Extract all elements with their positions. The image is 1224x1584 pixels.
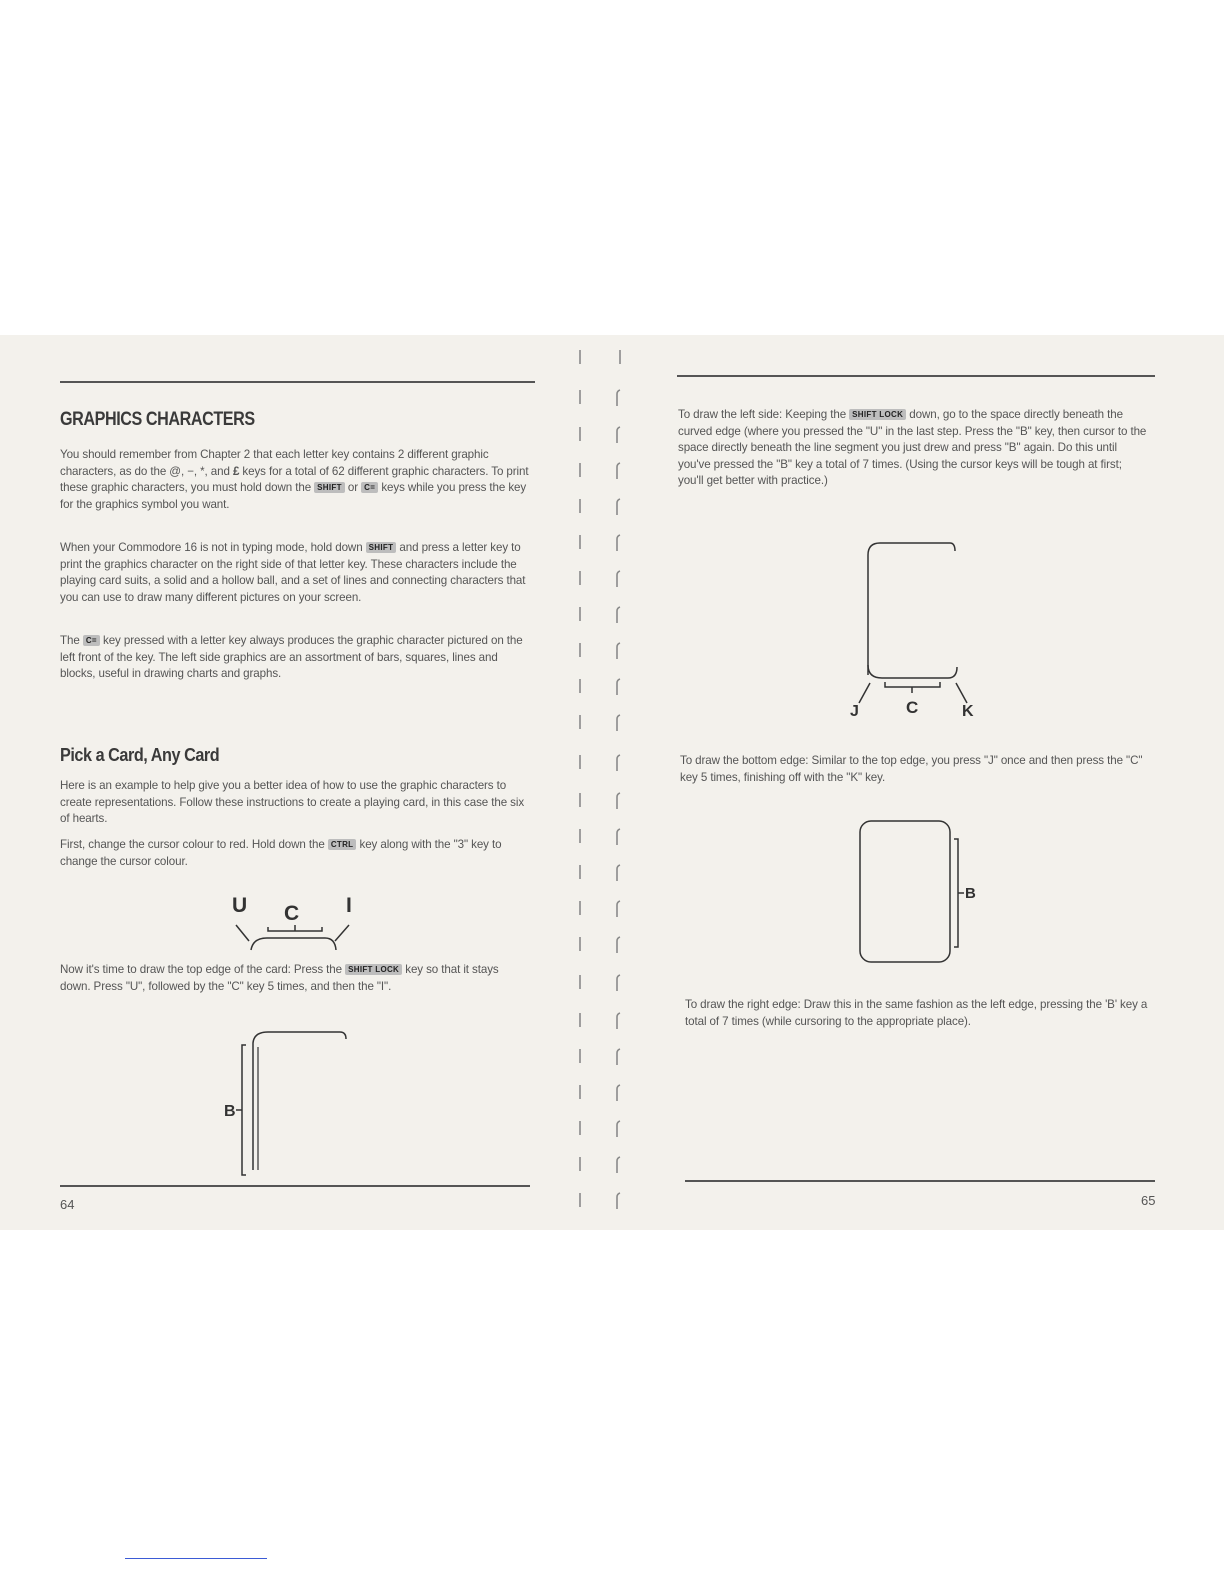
scan-artifact-line: [125, 1558, 267, 1559]
text-run: You should remember from Chapter 2 that each letter key contains 2 different graphic characters, as do the @, −, *, and: [60, 448, 489, 478]
example-paragraph: Here is an example to help give you a better idea of how to use the graphic characters to create representations. Follow these instructions to create a playing card, in this case the six of hearts.: [60, 779, 525, 825]
text-run: or: [344, 481, 362, 494]
bottom-rule: [685, 1180, 1155, 1182]
card-top-edge: [251, 938, 336, 950]
section-title: GRAPHICS CHARACTERS: [60, 409, 255, 430]
shift-key-badge: SHIFT: [366, 542, 397, 553]
cursor-colour-paragraph: [60, 837, 530, 870]
page-number: 65: [1141, 1193, 1156, 1208]
label-b: B: [224, 1103, 236, 1120]
j-pointer-line: [859, 683, 870, 703]
label-i: I: [346, 894, 352, 917]
left-side-paragraph: [678, 407, 1148, 490]
b-bracket: [954, 839, 958, 947]
i-pointer-line: [335, 925, 349, 941]
commodore-key-badge: C=: [361, 482, 378, 493]
card-outline: [868, 543, 955, 675]
text-run: keys for a total of 62 different graphic characters. To print these graphic characters, you must hold down the: [60, 464, 529, 494]
commodore-key-paragraph: [60, 633, 530, 683]
complete-card-diagram: [850, 815, 990, 975]
bottom-rule: [60, 1185, 530, 1187]
pound-key-glyph: £: [232, 464, 240, 478]
commodore-key-badge: C=: [83, 635, 100, 646]
label-b: B: [965, 885, 976, 902]
label-c: C: [906, 698, 919, 717]
label-c: C: [284, 902, 300, 925]
ctrl-key-badge: CTRL: [328, 839, 357, 850]
top-edge-paragraph: [60, 962, 530, 995]
text-run: When your Commodore 16 is not in typing mode, hold down: [60, 541, 366, 554]
card-outline: [860, 821, 950, 962]
shift-lock-key-badge: SHIFT LOCK: [345, 964, 402, 975]
text-run: The: [60, 634, 83, 647]
jck-diagram: [840, 535, 1000, 725]
subsection-title: Pick a Card, Any Card: [60, 745, 220, 765]
text-run: First, change the cursor colour to red. Hold down the: [60, 838, 328, 851]
shift-lock-key-badge: SHIFT LOCK: [849, 409, 906, 420]
right-edge-paragraph: To draw the right edge: Draw this in the same fashion as the left edge, pressing the 'B' key a total of 7 times (while cursoring to the appropriate place).: [685, 998, 1148, 1028]
u-pointer-line: [236, 925, 249, 941]
text-run: To draw the left side: Keeping the: [678, 408, 850, 421]
text-run: key so that it stays down. Press "U", followed by the "C" key 5 times, and then the "I".: [60, 963, 499, 993]
text-run: key along with the "3" key to change the cursor colour.: [60, 838, 502, 868]
book-spread: [0, 335, 1224, 1230]
right-page: [640, 335, 1224, 1230]
bottom-edge-paragraph: To draw the bottom edge: Similar to the top edge, you press "J" once and then press the "C" key 5 times, finishing off with the "K" key.: [680, 754, 1143, 784]
label-u: U: [232, 894, 248, 917]
card-corner: [253, 1032, 346, 1170]
spiral-binding: [565, 335, 645, 1230]
top-rule: [677, 375, 1155, 377]
label-j: J: [850, 703, 859, 720]
bracket-line: [268, 925, 322, 931]
text-run: and press a letter key to print the graphics character on the right side of that letter key. These characters include the playing card suits, a solid and a hollow ball, and a set of lines and connecting characters that you can use to draw many different pictures on your screen.: [60, 541, 526, 604]
intro-paragraph: [60, 447, 530, 513]
typing-mode-paragraph: [60, 540, 530, 606]
card-bottom-curve: [868, 665, 957, 678]
uci-diagram: [215, 890, 365, 960]
c-bracket: [885, 682, 940, 693]
text-run: key pressed with a letter key always produces the graphic character pictured on the left front of the key. The left side graphics are an assortment of bars, squares, lines and blocks, useful in drawing charts and graphs.: [60, 634, 523, 680]
b-bracket: [242, 1045, 246, 1175]
page-number: 64: [60, 1197, 75, 1212]
top-rule: [60, 381, 535, 383]
text-run: keys while you press the key for the graphics symbol you want.: [60, 481, 527, 511]
left-edge-diagram: [218, 1025, 358, 1165]
k-pointer-line: [956, 683, 967, 703]
text-run: Now it's time to draw the top edge of the card: Press the: [60, 963, 346, 976]
text-run: down, go to the space directly beneath the curved edge (where you pressed the "U" in the last step. Press the "B" key, then cursor to the space directly beneath the line segment you just drew and press "B" again. Do this until you've pressed the "B" key a total of 7 times. (Using the cursor keys will be tough at first; you'll get better with practice.): [678, 408, 1147, 487]
left-page: [0, 335, 560, 1230]
label-k: K: [962, 703, 974, 720]
shift-key-badge: SHIFT: [314, 482, 345, 493]
